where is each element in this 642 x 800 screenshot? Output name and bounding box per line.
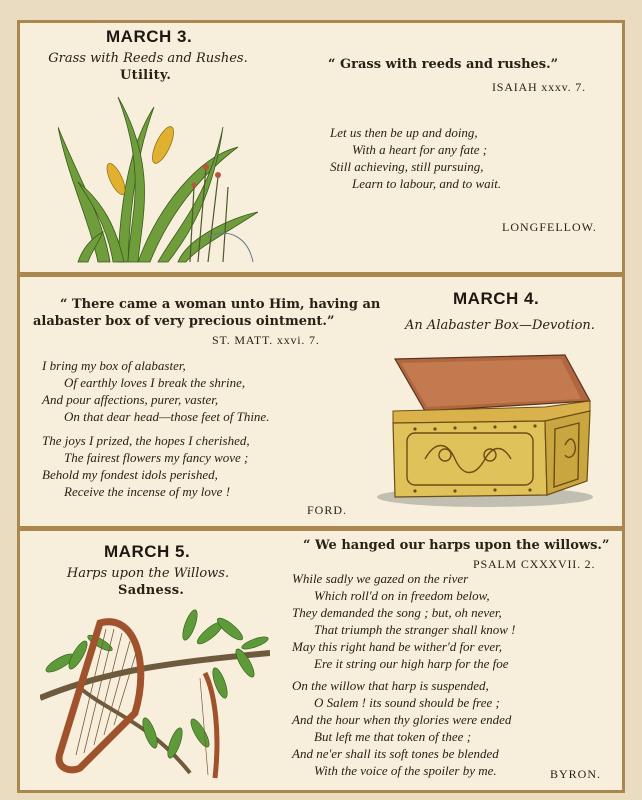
- poem-line: Receive the incense of my love !: [64, 484, 231, 499]
- poem-author: LONGFELLOW.: [502, 220, 597, 234]
- poem-line: And ne'er shall its soft tones be blended: [292, 746, 499, 761]
- entry-march-5: [17, 528, 625, 793]
- poem-line: That triumph the stranger shall know !: [314, 622, 516, 637]
- poem-line: But left me that token of thee ;: [314, 729, 472, 744]
- scripture-citation: ST. MATT. xxvi. 7.: [212, 333, 320, 347]
- poem-line: With the voice of the spoiler by me.: [314, 763, 497, 778]
- poem: [330, 124, 501, 192]
- poem: [42, 357, 269, 500]
- entry-virtue: Utility.: [120, 68, 172, 83]
- entry-day-heading: MARCH 4.: [453, 289, 540, 308]
- poem-line: May this right hand be wither'd for ever,: [292, 639, 503, 654]
- poem-line: While sadly we gazed on the river: [292, 571, 469, 586]
- entry-march-4: [17, 274, 625, 529]
- poem-line: Which roll'd on in freedom below,: [314, 588, 490, 603]
- poem-line: And pour affections, purer, vaster,: [42, 392, 219, 407]
- poem-line: And the hour when thy glories were ended: [292, 712, 512, 727]
- poem-author: FORD.: [307, 503, 348, 517]
- entry-subtitle: Grass with Reeds and Rushes.: [48, 51, 248, 66]
- poem-line: Ere it string our high harp for the foe: [314, 656, 509, 671]
- poem-line: Let us then be up and doing,: [330, 125, 478, 140]
- poem-line: With a heart for any fate ;: [352, 142, 488, 157]
- scripture-quote: “ Grass with reeds and rushes.”: [328, 57, 559, 72]
- entry-subtitle: Harps upon the Willows.: [66, 566, 230, 581]
- scripture-citation: PSALM CXXXVII. 2.: [473, 557, 596, 571]
- scripture-citation: ISAIAH xxxv. 7.: [492, 80, 586, 94]
- entry-day-heading: MARCH 3.: [106, 27, 193, 46]
- poem-line: They demanded the song ; but, oh never,: [292, 605, 502, 620]
- poem-line: I bring my box of alabaster,: [42, 358, 186, 373]
- alabaster-box-illustration: [375, 349, 595, 509]
- scripture-quote-continued: alabaster box of very precious ointment.”: [33, 314, 335, 329]
- poem-line: Still achieving, still pursuing,: [330, 159, 484, 174]
- poem-line: The fairest flowers my fancy wove ;: [64, 450, 249, 465]
- poem-author: BYRON.: [550, 767, 602, 781]
- poem-line: Learn to labour, and to wait.: [352, 176, 502, 191]
- entry-day-heading: MARCH 5.: [104, 542, 191, 561]
- entry-march-3: [17, 20, 625, 275]
- grass-reeds-illustration: [58, 87, 258, 267]
- harp-on-willow-illustration: [40, 603, 270, 783]
- poem-line: Of earthly loves I break the shrine,: [64, 375, 246, 390]
- poem-line: On that dear head—those feet of Thine.: [64, 409, 270, 424]
- scripture-quote: “ There came a woman unto Him, having an: [60, 297, 381, 312]
- entry-virtue: Sadness.: [118, 583, 185, 598]
- poem: [292, 570, 516, 779]
- poem-line: The joys I prized, the hopes I cherished,: [42, 433, 250, 448]
- scripture-quote: “ We hanged our harps upon the willows.”: [303, 538, 610, 553]
- entry-subtitle: An Alabaster Box—Devotion.: [405, 318, 595, 333]
- poem-line: On the willow that harp is suspended,: [292, 678, 489, 693]
- poem-line: O Salem ! its sound should be free ;: [314, 695, 500, 710]
- poem-line: Behold my fondest idols perished,: [42, 467, 218, 482]
